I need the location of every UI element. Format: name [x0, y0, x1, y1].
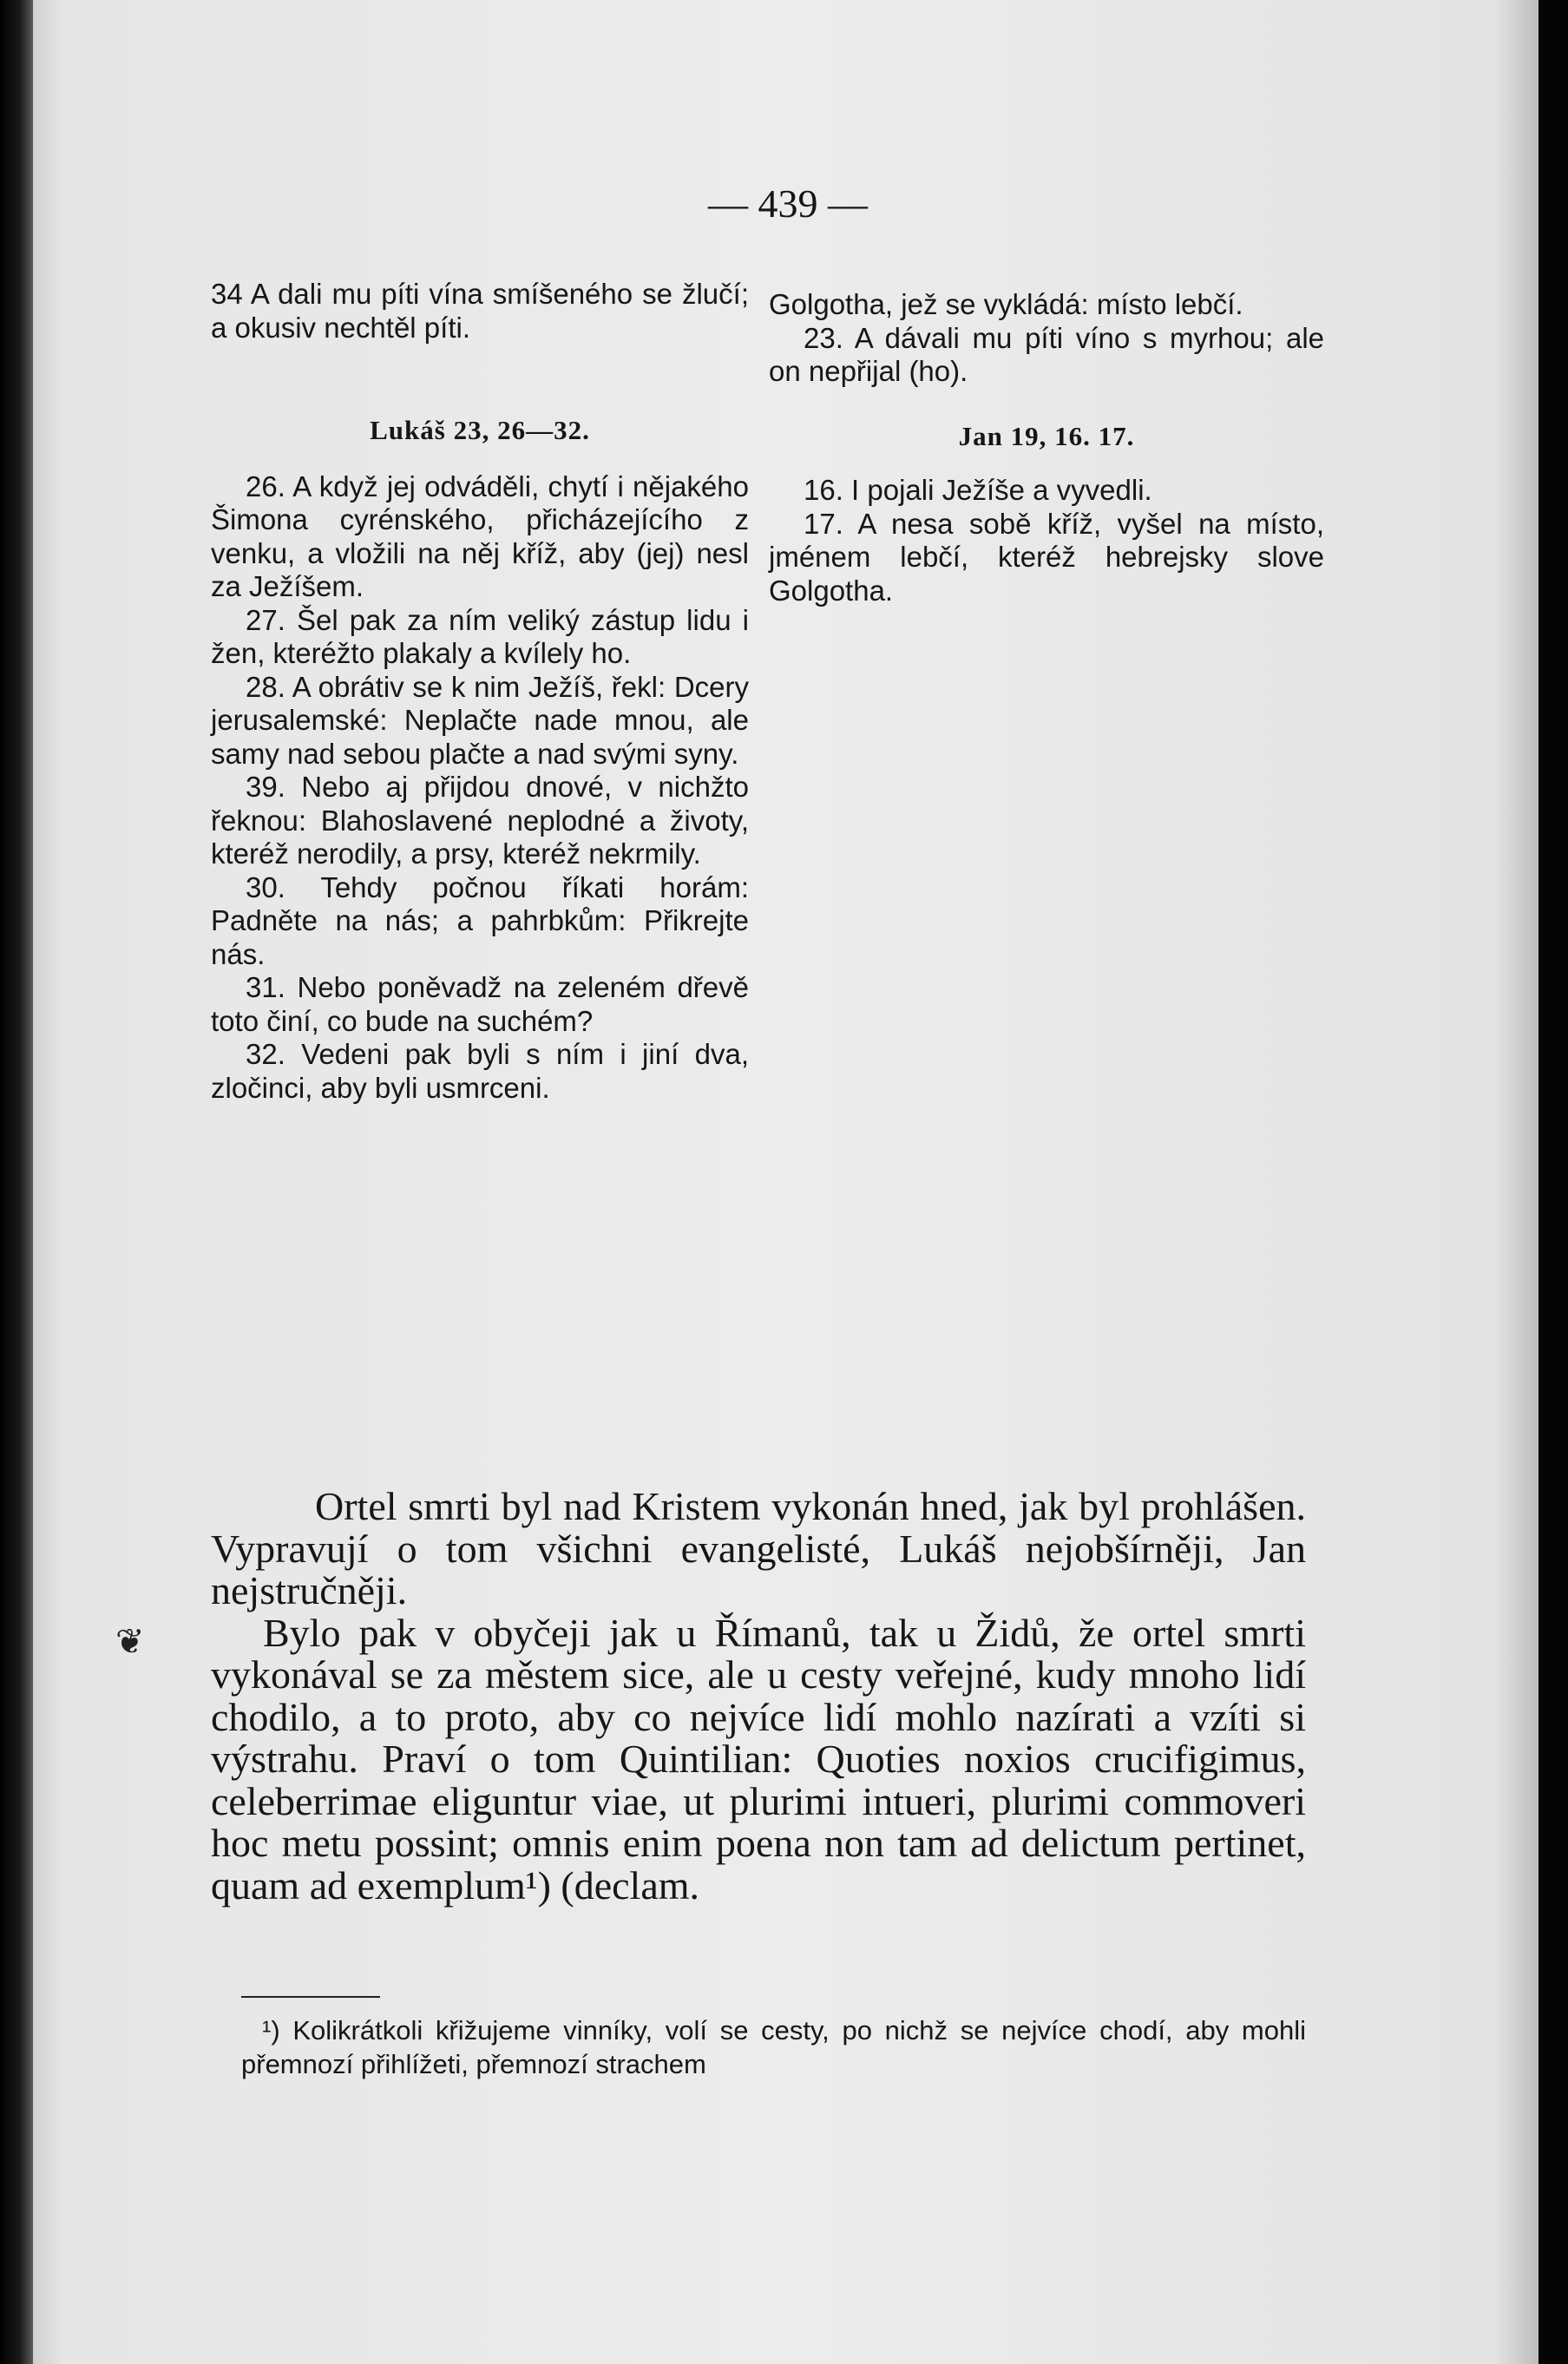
verse-30: 30. Tehdy počnou říkati horám: Padněte na nás; a pahrbkům: Přikrejte nás. — [211, 870, 749, 970]
scan-left-edge — [0, 0, 33, 2364]
page-number: — 439 — — [708, 181, 868, 226]
verse-31: 31. Nebo poněvadž na zeleném dřevě toto činí, co bude na suchém? — [211, 971, 749, 1037]
verse-17: 17. A nesa sobě kříž, vyšel na místo, jménem lebčí, kteréž hebrejsky slove Golgotha. — [769, 507, 1324, 607]
footnote: ¹) Kolikrátkoli křižujeme vinníky, volí se cesty, po nichž se nejvíce chodí, aby mohli přemnozí přihlížeti, přemnozí strachem — [241, 2015, 1306, 2079]
main-paragraph-2: Bylo pak v obyčeji jak u Římanů, tak u Židů, že ortel smrti vykonával se za městem sice, ale u cesty veřejné, kudy mnoho lidí chodilo, a to proto, aby co nejvíce lidí mohlo nazírati a vzíti si výstrahu. Praví o tom Quintilian: Quoties noxios crucifigimus, celeberrimae eliguntur viae, ut plurimi intueri, plurimi commoveri hoc metu possint; omnis enim poena non tam ad delictum pertinet, quam ad exemplum¹) (declam. — [211, 1610, 1306, 1908]
verse-34: 34 A dali mu píti vína smíšeného se žlučí; a okusiv nechtěl píti. — [211, 278, 749, 344]
scan-right-edge — [1538, 0, 1568, 2364]
golgotha-continuation: Golgotha, jež se vykládá: místo lebčí. — [769, 288, 1243, 320]
verse-32: 32. Vedeni pak byli s ním i jiní dva, zločinci, aby byli usmrceni. — [211, 1038, 749, 1104]
main-paragraph-1: Ortel smrti byl nad Kristem vykonán hned, jak byl prohlášen. Vypravují o tom všichni evangelisté, Lukáš nejobšírněji, Jan nejstručněji. — [211, 1484, 1306, 1612]
verse-23: 23. A dávali mu píti víno s myrhou; ale on nepřijal (ho). — [769, 321, 1324, 387]
verse-26: 26. A když jej odváděli, chytí i nějakého Šimona cyrénského, přicházejícího z venku, a vložili na něj kříž, aby (jej) nesl za Ježíšem. — [211, 470, 749, 602]
margin-ink-mark: ❦ — [115, 1622, 145, 1661]
verse-27: 27. Šel pak za ním veliký zástup lidu i žen, kteréžto plakaly a kvílely ho. — [211, 603, 749, 669]
book-page — [33, 0, 1538, 2364]
main-text — [211, 1486, 1306, 1907]
left-column — [211, 278, 749, 1105]
footnote-divider — [241, 1996, 380, 1998]
verse-29: 39. Nebo aj přijdou dnové, v nichžto řeknou: Blahoslavené neplodné a životy, kteréž nerodily, a prsy, kteréž nekrmily. — [211, 771, 749, 870]
verse-28: 28. A obrátiv se k nim Ježíš, řekl: Dcery jerusalemské: Neplačte nade mnou, ale samy nad sebou plačte a nad svými syny. — [211, 670, 749, 770]
john-heading: Jan 19, 16. 17. — [958, 420, 1135, 451]
luke-heading: Lukáš 23, 26—32. — [370, 415, 590, 445]
right-column — [769, 288, 1324, 607]
verse-16: 16. I pojali Ježíše a vyvedli. — [804, 474, 1152, 506]
